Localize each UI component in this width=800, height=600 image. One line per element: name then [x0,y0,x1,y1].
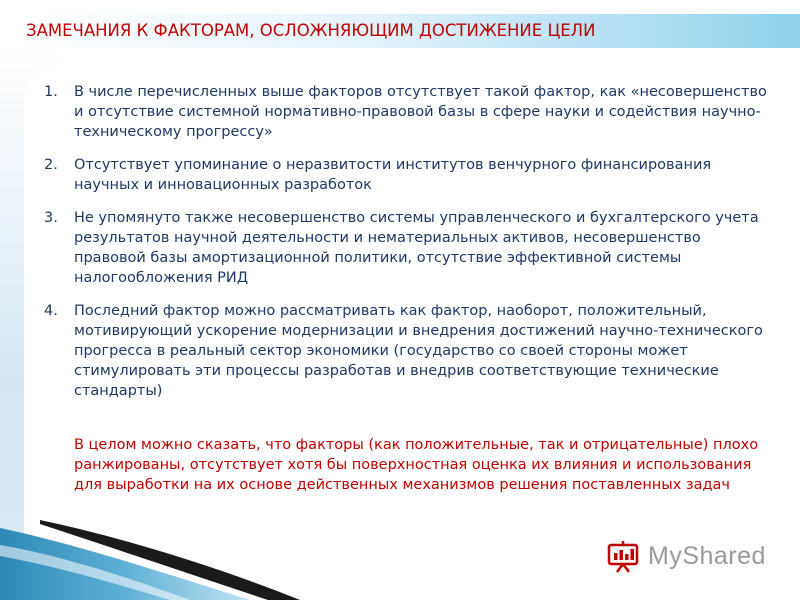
presentation-board-icon [606,539,640,573]
item-number: 1. [44,84,58,100]
item-text: Не упомянуто также несовершенство системы управленческого и бухгалтерского учета результатов научной деятельности и нематериальных активов, несовершенство правовой базы амортизационной политики, отсутствие эффективной системы налогообложения РИД [74,210,759,286]
item-text: Последний фактор можно рассматривать как фактор, наоборот, положительный, мотивирующий ускорение модернизации и внедрения достижений научно-технического прогресса в реальный сектор экономики (государство со своей стороны может стимулировать эти процессы разработав и внедрив соответствующие технические стандарты) [74,303,763,399]
conclusion-text: В целом можно сказать, что факторы (как положительные, так и отрицательные) плохо ранжированы, отсутствует хотя бы поверхностная оценка их влияния и использования для выработки на их основе действенных механизмов решения поставленных задач [74,437,759,493]
list-item [44,208,774,288]
list-item [44,82,774,142]
page-title: ЗАМЕЧАНИЯ К ФАКТОРАМ, ОСЛОЖНЯЮЩИМ ДОСТИЖЕНИЕ ЦЕЛИ [26,21,596,40]
logo-text: MyShared [648,541,766,570]
myshared-logo[interactable] [606,538,766,574]
item-text: Отсутствует упоминание о неразвитости институтов венчурного финансирования научных и инновационных разработок [74,157,712,193]
item-number: 2. [44,157,58,173]
factor-list [44,82,774,414]
item-text: В числе перечисленных выше факторов отсутствует такой фактор, как «несовершенство и отсутствие системной нормативно-правовой базы в сфере науки и содействия научно-техническому прогрессу» [74,84,767,140]
title-bar [18,14,800,48]
list-item [44,155,774,195]
item-number: 3. [44,210,58,226]
list-item [44,301,774,401]
item-number: 4. [44,303,58,319]
